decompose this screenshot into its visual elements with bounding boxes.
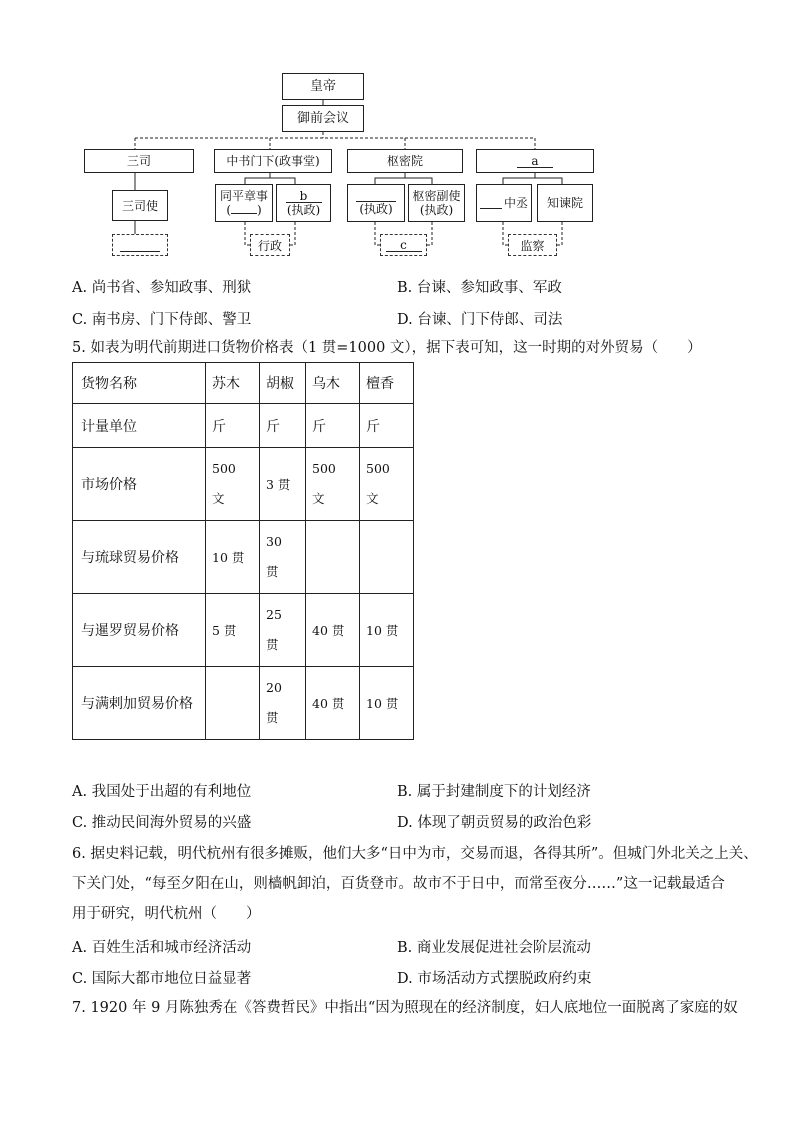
table-cell: 斤 bbox=[360, 404, 414, 448]
table-row bbox=[73, 667, 414, 740]
table-cell: 斤 bbox=[260, 404, 306, 448]
a-label: a bbox=[517, 155, 553, 168]
table-cell: 3 贯 bbox=[260, 448, 306, 521]
jiancha-node: 监察 bbox=[508, 234, 557, 256]
q4-option-c[interactable]: C. 南书房、门下侍郎、警卫 bbox=[72, 312, 252, 328]
q7-line-1: 7. 1920 年 9 月陈独秀在《答费哲民》中指出“因为照现在的经济制度，妇人底地位一面脱离了家庭的奴 bbox=[72, 1000, 738, 1016]
table-cell: 25 贯 bbox=[266, 607, 282, 652]
sansi-blank bbox=[120, 239, 160, 252]
q6-line-3: 用于研究，明代杭州（ ） bbox=[72, 906, 261, 922]
table-cell: 与琉球贸易价格 bbox=[73, 521, 206, 594]
c-label: c bbox=[386, 239, 422, 252]
q4-option-a[interactable]: A. 尚书省、参知政事、刑狱 bbox=[72, 280, 252, 296]
sansi-shi-node: 三司使 bbox=[112, 190, 168, 221]
table-cell: 胡椒 bbox=[260, 363, 306, 404]
table-cell: 市场价格 bbox=[73, 448, 206, 521]
q5-option-d[interactable]: D. 体现了朝贡贸易的政治色彩 bbox=[397, 815, 592, 831]
table-cell: 10 贯 bbox=[206, 521, 260, 594]
tongping-node bbox=[215, 184, 273, 222]
price-table bbox=[72, 362, 414, 740]
q4-option-b[interactable]: B. 台谏、参知政事、军政 bbox=[397, 280, 562, 296]
table-cell: 40 贯 bbox=[306, 667, 360, 740]
table-cell: 30 贯 bbox=[266, 534, 282, 579]
table-row bbox=[73, 521, 414, 594]
a-node bbox=[476, 149, 594, 173]
zhongcheng-blank bbox=[480, 198, 502, 209]
shumi-fushi-zhizheng: (执政) bbox=[419, 203, 454, 217]
table-cell: 计量单位 bbox=[73, 404, 206, 448]
table-cell: 乌木 bbox=[306, 363, 360, 404]
shumi-fushi-label: 枢密副使 bbox=[412, 189, 461, 203]
q5-option-a[interactable]: A. 我国处于出超的有利地位 bbox=[72, 784, 252, 800]
b-label: b bbox=[286, 190, 322, 203]
shumi-node: 枢密院 bbox=[347, 149, 463, 173]
sansi-blank-node bbox=[112, 234, 168, 256]
council-node: 御前会议 bbox=[282, 105, 364, 132]
zhijian-node: 知谏院 bbox=[537, 184, 593, 222]
zhongcheng-label: 中丞 bbox=[503, 196, 528, 210]
table-row bbox=[73, 404, 414, 448]
tongping-label: 同平章事 bbox=[219, 189, 268, 203]
table-cell: 10 贯 bbox=[360, 667, 414, 740]
zhongshu-node: 中书门下(政事堂) bbox=[214, 149, 332, 173]
table-cell: 10 贯 bbox=[360, 594, 414, 667]
shumi-left-zhizheng: (执政) bbox=[359, 201, 393, 216]
table-row bbox=[73, 594, 414, 667]
q6-option-a[interactable]: A. 百姓生活和城市经济活动 bbox=[72, 940, 252, 956]
shumi-left-blank bbox=[356, 191, 396, 202]
q6-option-d[interactable]: D. 市场活动方式摆脱政府约束 bbox=[397, 971, 592, 987]
table-cell bbox=[206, 667, 260, 740]
table-cell: 5 贯 bbox=[206, 594, 260, 667]
q6-option-c[interactable]: C. 国际大都市地位日益显著 bbox=[72, 971, 252, 987]
tongping-blank: ( ) bbox=[226, 203, 262, 217]
table-cell: 500 文 bbox=[312, 461, 336, 506]
b-zhizheng: (执政) bbox=[286, 202, 321, 217]
shumi-left-node bbox=[347, 184, 405, 222]
table-cell: 檀香 bbox=[360, 363, 414, 404]
table-cell: 20 贯 bbox=[266, 680, 282, 725]
q5-option-c[interactable]: C. 推动民间海外贸易的兴盛 bbox=[72, 815, 252, 831]
table-row bbox=[73, 363, 414, 404]
table-cell: 斤 bbox=[306, 404, 360, 448]
q4-option-d[interactable]: D. 台谏、门下侍郎、司法 bbox=[397, 312, 563, 328]
zhongcheng-node bbox=[476, 184, 532, 222]
shumi-fushi-node bbox=[408, 184, 465, 222]
q5-option-b[interactable]: B. 属于封建制度下的计划经济 bbox=[397, 784, 591, 800]
table-cell: 斤 bbox=[206, 404, 260, 448]
table-cell: 500 文 bbox=[366, 461, 390, 506]
q6-line-1: 6. 据史料记载，明代杭州有很多摊贩，他们大多“日中为市，交易而退，各得其所”。但城门外北关之上关、 bbox=[72, 846, 758, 862]
xingzheng-node: 行政 bbox=[250, 234, 290, 256]
table-cell: 苏木 bbox=[206, 363, 260, 404]
table-cell: 40 贯 bbox=[306, 594, 360, 667]
b-node bbox=[276, 184, 331, 222]
table-cell: 500 文 bbox=[212, 461, 236, 506]
table-cell: 与满剌加贸易价格 bbox=[73, 667, 206, 740]
q6-line-2: 下关门处，“每至夕阳在山，则樯帆卸泊，百货登市。故市不于日中，而常至夜分……”这一记载最适合 bbox=[72, 876, 725, 892]
table-row bbox=[73, 448, 414, 521]
table-cell bbox=[306, 521, 360, 594]
table-cell: 货物名称 bbox=[73, 363, 206, 404]
sansi-node: 三司 bbox=[84, 149, 194, 173]
q6-option-b[interactable]: B. 商业发展促进社会阶层流动 bbox=[397, 940, 591, 956]
q5-stem: 5. 如表为明代前期进口货物价格表（1 贯=1000 文），据下表可知，这一时期的对外贸易（ ） bbox=[72, 340, 702, 356]
table-cell bbox=[360, 521, 414, 594]
c-node bbox=[380, 234, 427, 256]
table-cell: 与暹罗贸易价格 bbox=[73, 594, 206, 667]
emperor-node: 皇帝 bbox=[282, 73, 364, 100]
government-structure-diagram bbox=[70, 60, 610, 275]
